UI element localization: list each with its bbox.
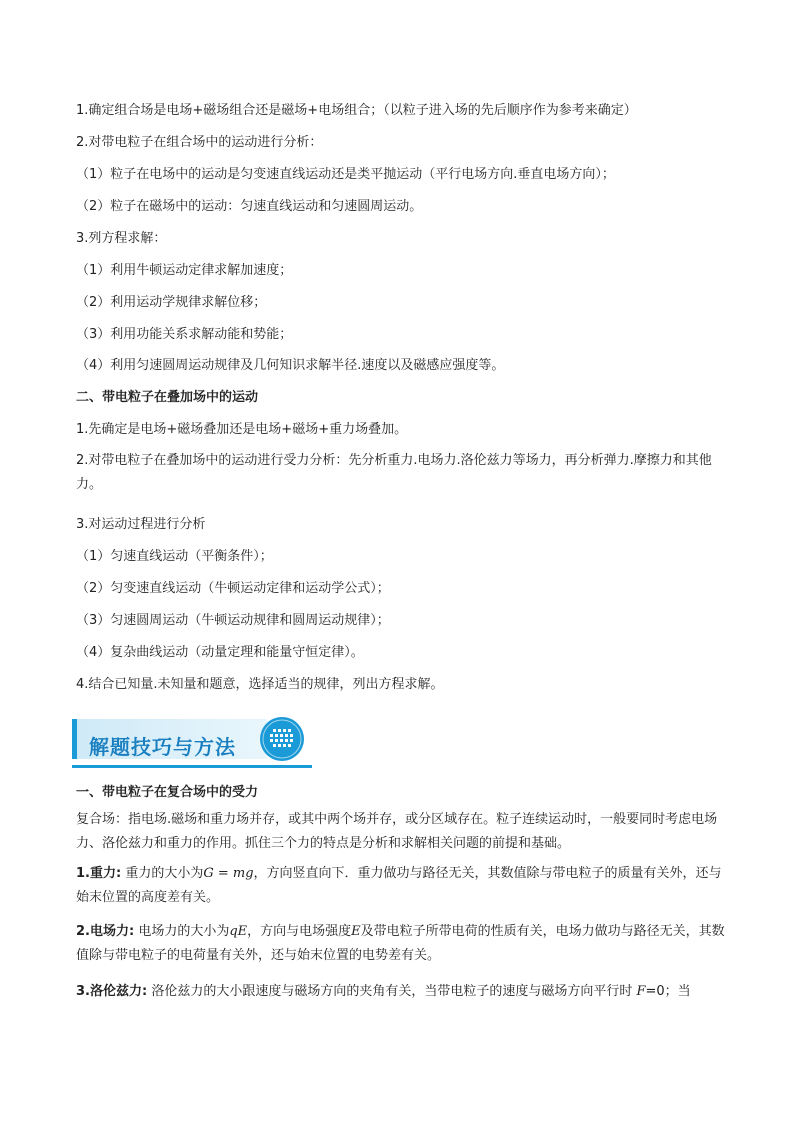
sec2-line-2: 2.对带电粒子在叠加场中的运动进行受力分析：先分析重力.电场力.洛伦兹力等场力，再分析弹力.摩擦力和其他力。 [76, 453, 712, 492]
composite-field-paragraph: 复合场：指电场.磁场和重力场并存，或其中两个场并存，或分区域存在。粒子连续运动时，一般要同时考虑电场力、洛伦兹力和重力的作用。抓住三个力的特点是分析和求解相关问题的前提和基础。 [76, 812, 718, 851]
sec1-line-9: （4）利用匀速圆周运动规律及几何知识求解半径.速度以及磁感应强度等。 [76, 358, 505, 373]
sec2-line-8: 4.结合已知量.未知量和题意，选择适当的规律，列出方程求解。 [76, 677, 444, 692]
banner-title: 解题技巧与方法 [89, 735, 236, 759]
sec1-line-1: 1.确定组合场是电场+磁场组合还是磁场+电场组合；（以粒子进入场的先后顺序作为参考来确定） [76, 103, 637, 118]
electric-force-formula: qE [229, 924, 248, 939]
sec2-line-4: （1）匀速直线运动（平衡条件）； [76, 549, 273, 564]
sec2-line-1: 1.先确定是电场+磁场叠加还是电场+磁场+重力场叠加。 [76, 422, 408, 437]
sec1-line-6: （1）利用牛顿运动定律求解加速度； [76, 263, 293, 278]
gravity-text-a: 重力的大小为 [121, 866, 204, 881]
section-heading-composite-field-forces: 一、带电粒子在复合场中的受力 [76, 785, 259, 800]
gravity-paragraph [76, 862, 726, 910]
sec1-line-7: （2）利用运动学规律求解位移； [76, 295, 267, 310]
field-strength-symbol: E [351, 924, 361, 939]
sec2-line-3: 3.对运动过程进行分析 [76, 517, 206, 532]
section-banner [72, 713, 312, 771]
gravity-formula: G = mg [203, 866, 254, 881]
gravity-label: 1.重力: [76, 866, 122, 881]
sec2-line-7: （4）复杂曲线运动（动量定理和能量守恒定律）。 [76, 645, 364, 660]
sec1-line-2: 2.对带电粒子在组合场中的运动进行分析： [76, 135, 323, 150]
sec1-line-4: （2）粒子在磁场中的运动：匀速直线运动和匀速圆周运动。 [76, 199, 423, 214]
lorentz-force-label: 3.洛伦兹力: [76, 984, 148, 999]
sec1-line-3: （1）粒子在电场中的运动是匀变速直线运动还是类平抛运动（平行电场方向.垂直电场方向）； [76, 167, 615, 182]
electric-force-text-b: ，方向与电场强度 [247, 924, 352, 939]
force-symbol: F [636, 984, 646, 999]
lorentz-force-text-b: =0；当 [645, 984, 691, 999]
sec1-line-5: 3.列方程求解： [76, 231, 167, 246]
lorentz-force-paragraph [76, 983, 691, 1001]
electric-force-label: 2.电场力: [76, 924, 135, 939]
electric-force-text-a: 电场力的大小为 [134, 924, 230, 939]
electric-force-text-c: 及带电粒子所带电荷的性质有关，电场力做功与路径无关，其数值除与带电粒子的电荷量有关外，还与始末位置的电势差有关。 [76, 924, 725, 963]
sec2-line-6: （3）匀速圆周运动（牛顿运动规律和圆周运动规律）； [76, 613, 390, 628]
section-heading-superposed-field: 二、带电粒子在叠加场中的运动 [76, 390, 259, 405]
lorentz-force-text-a: 洛伦兹力的大小跟速度与磁场方向的夹角有关，当带电粒子的速度与磁场方向平行时 [147, 984, 637, 999]
sec2-line-5: （2）匀变速直线运动（牛顿运动定律和运动学公式）； [76, 581, 390, 596]
gravity-text-b: ，方向竖直向下．重力做功与路径无关，其数值除与带电粒子的质量有关外，还与始末位置的高度差有关。 [76, 866, 722, 905]
electric-force-paragraph [76, 920, 726, 968]
banner-underline [72, 765, 312, 768]
dot-grid-icon [255, 715, 309, 763]
banner-background [72, 719, 267, 759]
sec1-line-8: （3）利用功能关系求解动能和势能； [76, 327, 293, 342]
